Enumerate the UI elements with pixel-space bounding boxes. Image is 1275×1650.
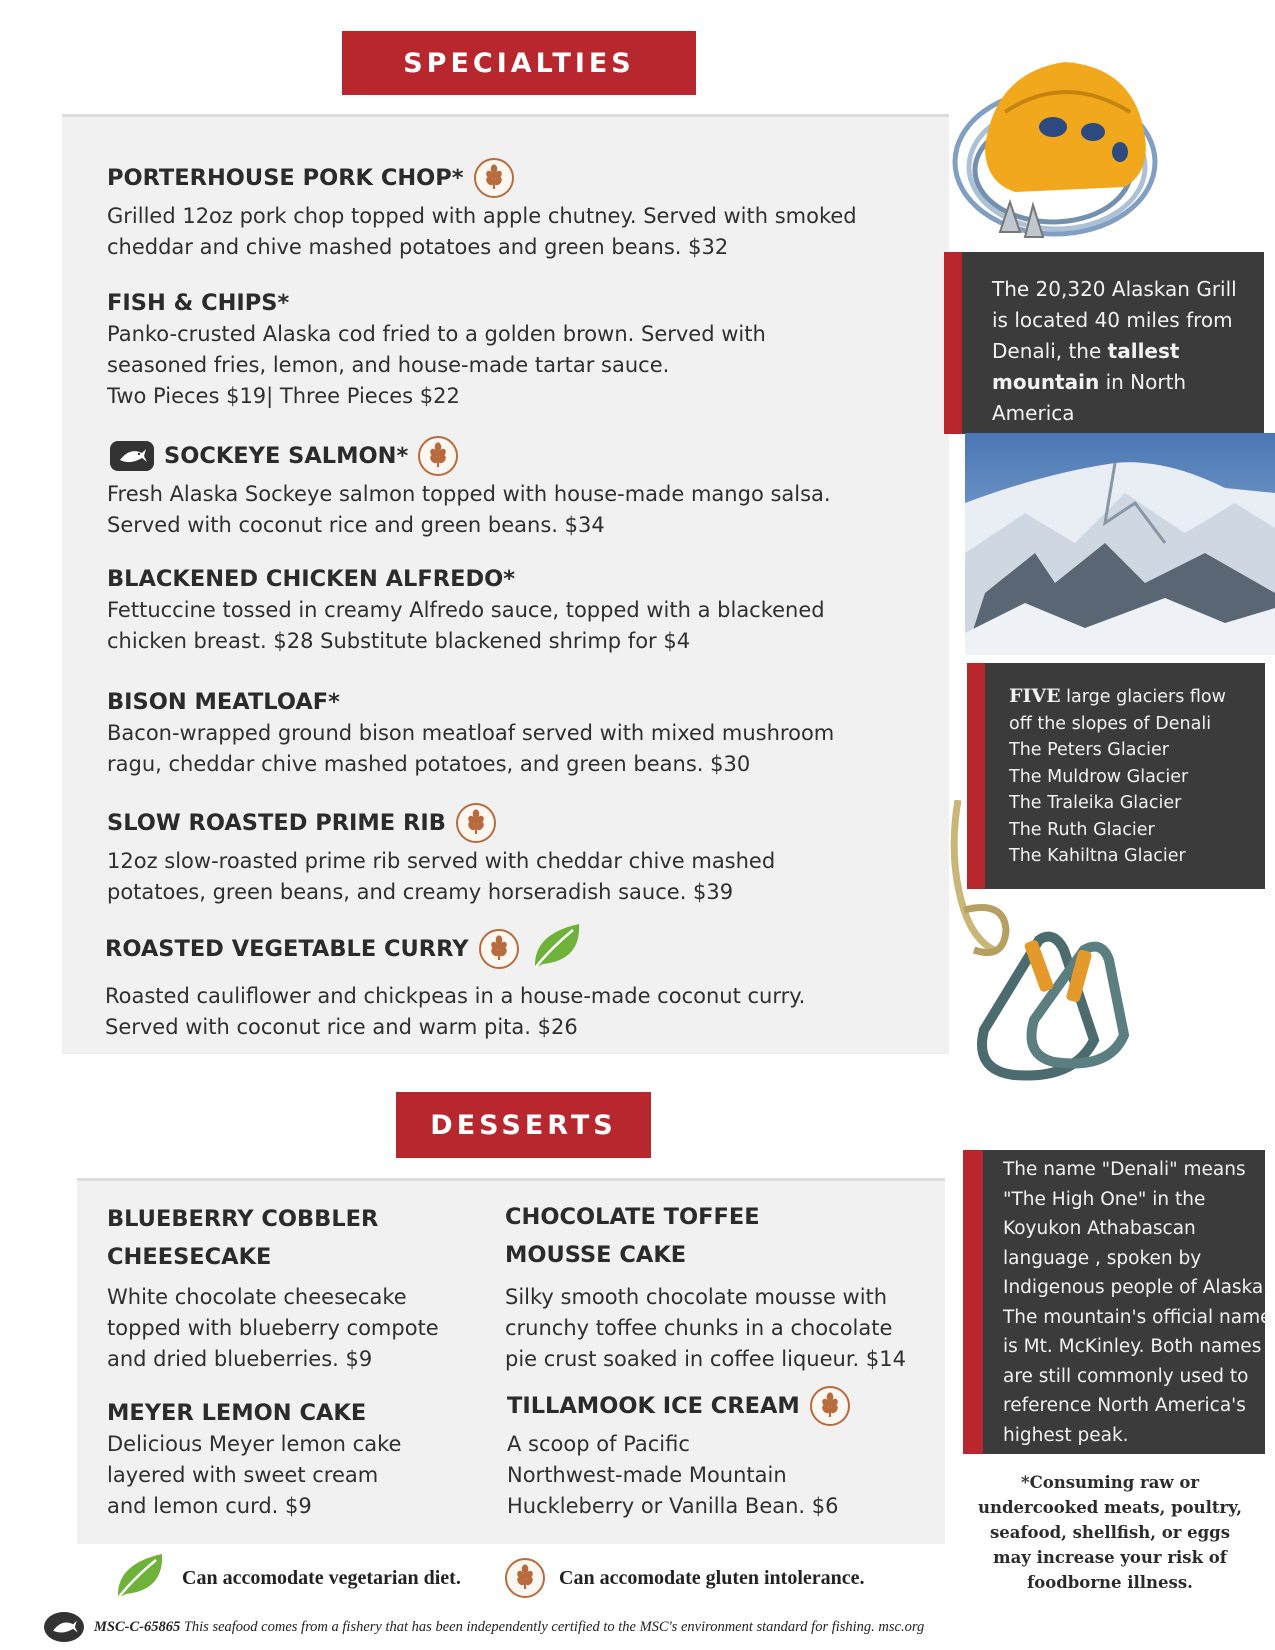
dessert-item-tillamook-ice-cream bbox=[507, 1386, 850, 1522]
gluten-free-icon bbox=[456, 803, 496, 843]
menu-item-pork-chop bbox=[107, 158, 857, 263]
glacier-name: The Ruth Glacier bbox=[1009, 819, 1155, 840]
desserts-banner: DESSERTS bbox=[396, 1092, 651, 1158]
carabiner-rope-image bbox=[944, 800, 1154, 1100]
item-desc-line: Delicious Meyer lemon cake bbox=[107, 1432, 402, 1456]
dessert-item-blueberry-cheesecake bbox=[107, 1200, 439, 1375]
item-title: MOUSSE CAKE bbox=[505, 1242, 687, 1268]
menu-item-sockeye-salmon bbox=[107, 436, 831, 541]
item-desc-line: Grilled 12oz pork chop topped with apple chutney. Served with smoked bbox=[107, 204, 857, 228]
legend-label: Can accomodate gluten intolerance. bbox=[559, 1566, 865, 1589]
gluten-free-icon bbox=[479, 929, 519, 969]
leaf-icon bbox=[529, 920, 585, 978]
item-title: PORTERHOUSE PORK CHOP* bbox=[107, 165, 464, 191]
raw-food-disclaimer: *Consuming raw or undercooked meats, poultry, seafood, shellfish, or eggs may increase your risk of foodborne illness. bbox=[978, 1473, 1242, 1592]
gluten-free-icon bbox=[505, 1558, 545, 1598]
item-title: ROASTED VEGETABLE CURRY bbox=[105, 936, 469, 962]
item-desc-line: Fresh Alaska Sockeye salmon topped with house-made mango salsa. bbox=[107, 482, 831, 506]
item-title: CHOCOLATE TOFFEE bbox=[505, 1204, 760, 1230]
climbing-helmet-image bbox=[945, 52, 1175, 252]
item-desc-line: Huckleberry or Vanilla Bean. $6 bbox=[507, 1494, 839, 1518]
item-title: BLACKENED CHICKEN ALFREDO* bbox=[107, 566, 516, 592]
msc-fish-icon bbox=[44, 1612, 84, 1642]
item-desc-line: 12oz slow-roasted prime rib served with cheddar chive mashed bbox=[107, 849, 776, 873]
item-desc-line: topped with blueberry compote bbox=[107, 1316, 439, 1340]
item-desc-line: cheddar and chive mashed potatoes and green beans. $32 bbox=[107, 235, 729, 259]
specialties-banner: SPECIALTIES bbox=[342, 31, 696, 95]
msc-certification-note bbox=[44, 1612, 924, 1642]
item-desc-line: Silky smooth chocolate mousse with bbox=[505, 1285, 888, 1309]
gluten-free-legend bbox=[505, 1558, 865, 1598]
gluten-free-icon bbox=[810, 1386, 850, 1426]
item-desc-line: Served with coconut rice and green beans. $34 bbox=[107, 513, 605, 537]
item-title: MEYER LEMON CAKE bbox=[107, 1400, 367, 1426]
menu-item-vegetable-curry bbox=[105, 920, 805, 1043]
item-desc-line: pie crust soaked in coffee liqueur. $14 bbox=[505, 1347, 906, 1371]
denali-name-fact: The name "Denali" means "The High One" in the Koyukon Athabascan language , spoken by Indigenous people of Alaska. The mountain's official name is Mt. McKinley. Both names are still commonly used to reference North America's highest peak. bbox=[963, 1150, 1265, 1454]
dessert-item-toffee-mousse-cake bbox=[505, 1198, 906, 1375]
denali-mountain-image bbox=[965, 433, 1275, 655]
item-desc-line: Roasted cauliflower and chickpeas in a house-made coconut curry. bbox=[105, 984, 806, 1008]
item-title: CHEESECAKE bbox=[107, 1244, 272, 1270]
glacier-name: The Peters Glacier bbox=[1009, 740, 1169, 760]
item-desc-line: Fettuccine tossed in creamy Alfredo sauce, topped with a blackened bbox=[107, 598, 825, 622]
item-title: FISH & CHIPS* bbox=[107, 290, 290, 316]
glacier-name: The Traleika Glacier bbox=[1009, 793, 1182, 813]
vegetarian-legend bbox=[112, 1550, 461, 1606]
item-desc-line: seasoned fries, lemon, and house-made tartar sauce. bbox=[107, 353, 670, 377]
item-desc-line: and dried blueberries. $9 bbox=[107, 1347, 373, 1371]
menu-item-bison-meatloaf bbox=[107, 689, 834, 780]
glaciers-fact: FIVE large glaciers flow off the slopes of Denali The Peters Glacier The Muldrow Glacier The Traleika Glacier The Ruth Glacier The Kahiltna Glacier bbox=[967, 663, 1265, 889]
item-desc-line: White chocolate cheesecake bbox=[107, 1285, 407, 1309]
menu-item-chicken-alfredo bbox=[107, 566, 825, 657]
dessert-item-meyer-lemon-cake bbox=[107, 1400, 401, 1522]
denali-distance-fact: The 20,320 Alaskan Grill is located 40 miles from Denali, the tallest mountain in North America bbox=[944, 252, 1264, 434]
item-desc-line: Northwest-made Mountain bbox=[507, 1463, 787, 1487]
item-desc-line: Served with coconut rice and warm pita. $26 bbox=[105, 1015, 578, 1039]
msc-fish-icon bbox=[110, 441, 154, 471]
gluten-free-icon bbox=[418, 436, 458, 476]
item-desc-line: Panko-crusted Alaska cod fried to a golden brown. Served with bbox=[107, 322, 766, 346]
item-desc-line: Two Pieces $19| Three Pieces $22 bbox=[107, 384, 460, 408]
msc-text: This seafood comes from a fishery that has been independently certified to the MSC's environment standard for fishing. msc.org bbox=[180, 1618, 925, 1635]
legend-label: Can accomodate vegetarian diet. bbox=[182, 1566, 461, 1589]
leaf-icon bbox=[112, 1550, 168, 1606]
item-title: SLOW ROASTED PRIME RIB bbox=[107, 810, 446, 836]
gluten-free-icon bbox=[474, 158, 514, 198]
item-desc-line: layered with sweet cream bbox=[107, 1463, 379, 1487]
item-desc-line: crunchy toffee chunks in a chocolate bbox=[505, 1316, 893, 1340]
item-desc-line: potatoes, green beans, and creamy horseradish sauce. $39 bbox=[107, 880, 734, 904]
glacier-name: The Muldrow Glacier bbox=[1009, 766, 1189, 787]
glacier-name: The Kahiltna Glacier bbox=[1009, 846, 1186, 866]
menu-item-fish-chips bbox=[107, 290, 766, 412]
item-desc-line: A scoop of Pacific bbox=[507, 1432, 690, 1456]
item-desc-line: Bacon-wrapped ground bison meatloaf served with mixed mushroom bbox=[107, 721, 835, 745]
msc-code: MSC-C-65865 bbox=[94, 1618, 181, 1635]
item-desc-line: ragu, cheddar chive mashed potatoes, and green beans. $30 bbox=[107, 752, 751, 776]
item-title: BLUEBERRY COBBLER bbox=[107, 1206, 379, 1232]
item-title: BISON MEATLOAF* bbox=[107, 689, 340, 715]
item-title: TILLAMOOK ICE CREAM bbox=[507, 1393, 800, 1419]
menu-item-prime-rib bbox=[107, 803, 775, 908]
item-title: SOCKEYE SALMON* bbox=[164, 443, 409, 469]
item-desc-line: and lemon curd. $9 bbox=[107, 1494, 312, 1518]
item-desc-line: chicken breast. $28 Substitute blackened shrimp for $4 bbox=[107, 629, 691, 653]
